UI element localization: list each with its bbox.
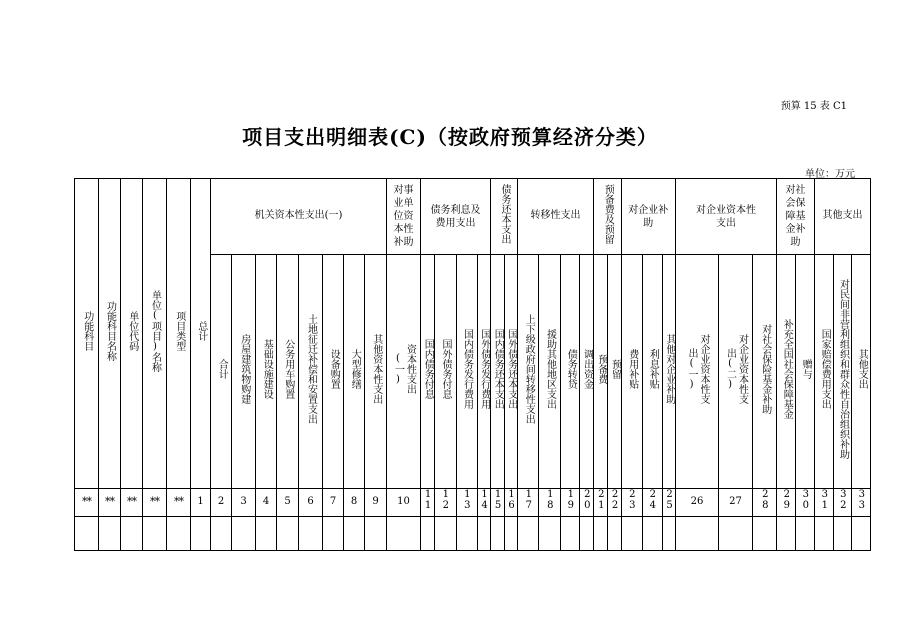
index-cell: 3 [232, 489, 256, 517]
col-header: 补充全国社会保障基金 [777, 255, 796, 489]
index-cell: 29 [777, 489, 796, 517]
index-cell: 31 [815, 489, 834, 517]
group-header: 债务利息及费用支出 [421, 179, 491, 255]
col-header: 对企业资本性支出(二) [719, 255, 753, 489]
table-cell [676, 516, 719, 550]
col-header: 对社会保险基金补助 [753, 255, 777, 489]
table-cell [539, 516, 561, 550]
col-header: 国内债务还本支出 [491, 255, 505, 489]
index-cell: ** [143, 489, 167, 517]
col-header: 赠与 [796, 255, 815, 489]
table-cell [518, 516, 539, 550]
table-cell [561, 516, 580, 550]
group-header: 对企业资本性支出 [676, 179, 777, 255]
index-cell: 23 [621, 489, 642, 517]
header-row-groups [75, 179, 871, 255]
col-header: 合计 [211, 255, 232, 489]
index-cell: 13 [456, 489, 477, 517]
table-cell [211, 516, 232, 550]
col-header: 单位代码 [121, 179, 143, 489]
col-header: 其他资本性支出 [365, 255, 387, 489]
index-cell: 28 [753, 489, 777, 517]
index-cell: 9 [365, 489, 387, 517]
table-cell [344, 516, 365, 550]
col-header: 大型修缮 [344, 255, 365, 489]
index-cell: 32 [834, 489, 852, 517]
index-cell: 5 [277, 489, 299, 517]
index-cell: ** [99, 489, 121, 517]
table-cell [477, 516, 491, 550]
table-cell [719, 516, 753, 550]
col-header: 上下级政府间转移性支出 [518, 255, 539, 489]
index-cell: 14 [477, 489, 491, 517]
col-header: 功能科目名称 [99, 179, 121, 489]
table-cell [621, 516, 642, 550]
table-cell [121, 516, 143, 550]
index-cell: 1 [191, 489, 211, 517]
table-cell [365, 516, 387, 550]
table-cell [232, 516, 256, 550]
table-cell [580, 516, 594, 550]
group-header: 对社会保障基金补助 [777, 179, 815, 255]
index-cell: 24 [642, 489, 662, 517]
table-cell [299, 516, 323, 550]
table-cell [834, 516, 852, 550]
page-title: 项目支出明细表(C)（按政府预算经济分类） [242, 125, 658, 149]
table-row [75, 516, 871, 550]
group-header: 预备费及预留 [594, 179, 622, 255]
col-header: 其他支出 [852, 255, 871, 489]
col-header: 单位(项目)名称 [143, 179, 167, 489]
index-cell: 2 [211, 489, 232, 517]
col-header: 公务用车购置 [277, 255, 299, 489]
col-header: 资本性支出(一) [387, 255, 421, 489]
col-header: 国内债务付息 [421, 255, 435, 489]
table-cell [387, 516, 421, 550]
index-cell: ** [121, 489, 143, 517]
col-header: 对民间非营利组织和群众性自治组织补助 [834, 255, 852, 489]
index-cell: 33 [852, 489, 871, 517]
col-header: 国外债务还本支出 [504, 255, 518, 489]
table-cell [277, 516, 299, 550]
table-cell [323, 516, 344, 550]
index-cell: 10 [387, 489, 421, 517]
index-cell: 6 [299, 489, 323, 517]
table-cell [256, 516, 277, 550]
col-header: 功能科目 [75, 179, 99, 489]
index-cell: 4 [256, 489, 277, 517]
col-header: 对企业资本性支出(一) [676, 255, 719, 489]
table-cell [421, 516, 435, 550]
index-cell: 11 [421, 489, 435, 517]
col-header: 国外债务发行费用 [477, 255, 491, 489]
table-cell [796, 516, 815, 550]
group-header: 其他支出 [815, 179, 871, 255]
table-cell [777, 516, 796, 550]
table-cell [75, 516, 99, 550]
index-row [75, 489, 871, 517]
table-cell [594, 516, 608, 550]
table-cell [852, 516, 871, 550]
index-cell: ** [167, 489, 191, 517]
table-cell [504, 516, 518, 550]
index-cell: 30 [796, 489, 815, 517]
unit-label: 单位：万元 [805, 169, 855, 180]
col-header: 国外债务付息 [434, 255, 456, 489]
col-header: 国家赔偿费用支出 [815, 255, 834, 489]
form-code: 预算 15 表 C1 [780, 101, 847, 112]
col-header: 预留 [608, 255, 622, 489]
col-header: 债务转贷 [561, 255, 580, 489]
budget-table [74, 178, 871, 551]
col-header: 土地征迁补偿和安置支出 [299, 255, 323, 489]
col-header: 其他对企业补助 [662, 255, 676, 489]
index-cell: 20 [580, 489, 594, 517]
index-cell: 22 [608, 489, 622, 517]
col-header: 援助其他地区支出 [539, 255, 561, 489]
col-header: 利息补贴 [642, 255, 662, 489]
group-header: 债务还本支出 [491, 179, 518, 255]
table-cell [167, 516, 191, 550]
group-header: 对企业补助 [621, 179, 676, 255]
table-cell [143, 516, 167, 550]
col-header: 费用补贴 [621, 255, 642, 489]
col-header: 项目类型 [167, 179, 191, 489]
col-header: 预备费 [594, 255, 608, 489]
col-header: 设备购置 [323, 255, 344, 489]
table-cell [662, 516, 676, 550]
col-header: 国内债务发行费用 [456, 255, 477, 489]
index-cell: 16 [504, 489, 518, 517]
group-header: 机关资本性支出(一) [211, 179, 387, 255]
table-cell [99, 516, 121, 550]
table-cell [456, 516, 477, 550]
index-cell: 25 [662, 489, 676, 517]
table-cell [642, 516, 662, 550]
col-header: 房屋建筑物购建 [232, 255, 256, 489]
index-cell: ** [75, 489, 99, 517]
col-header: 基础设施建设 [256, 255, 277, 489]
index-cell: 17 [518, 489, 539, 517]
index-cell: 12 [434, 489, 456, 517]
index-cell: 19 [561, 489, 580, 517]
index-cell: 27 [719, 489, 753, 517]
table-cell [434, 516, 456, 550]
table-cell [815, 516, 834, 550]
index-cell: 21 [594, 489, 608, 517]
table-cell [491, 516, 505, 550]
table-cell [608, 516, 622, 550]
index-cell: 8 [344, 489, 365, 517]
index-cell: 18 [539, 489, 561, 517]
group-header: 对事业单位资本性补助 [387, 179, 421, 255]
index-cell: 7 [323, 489, 344, 517]
index-cell: 26 [676, 489, 719, 517]
table-cell [753, 516, 777, 550]
group-header: 转移性支出 [518, 179, 594, 255]
col-header: 调出资金 [580, 255, 594, 489]
table-cell [191, 516, 211, 550]
col-header: 总计 [191, 179, 211, 489]
index-cell: 15 [491, 489, 505, 517]
